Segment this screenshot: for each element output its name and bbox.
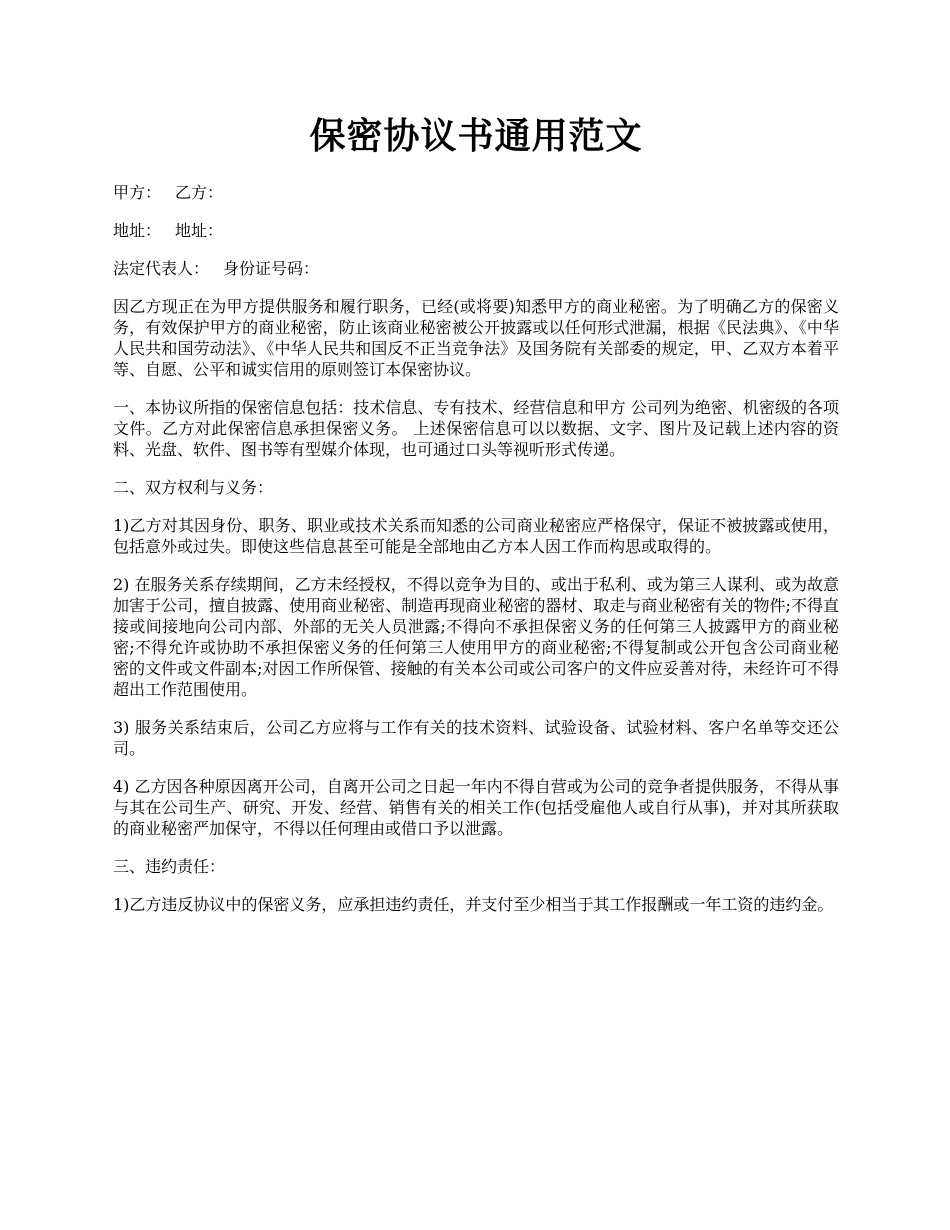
address-b-label: 地址： [175, 221, 224, 240]
party-b-label: 乙方： [175, 183, 224, 202]
document-page [113, 110, 839, 932]
representative-line [113, 258, 839, 279]
address-line [113, 220, 839, 241]
document-title: 保密协议书通用范文 [309, 115, 643, 157]
clause-2-3-paragraph: 3) 服务关系结束后，公司乙方应将与工作有关的技术资料、试验设备、试验材料、客户名单等交还公司。 [113, 718, 839, 758]
clause-2-1-paragraph: 1)乙方对其因身份、职务、职业或技术关系而知悉的公司商业秘密应严格保守，保证不被披露或使用，包括意外或过失。即使这些信息甚至可能是全部地由乙方本人因工作而构思或取得的。 [113, 516, 839, 556]
address-a-label: 地址： [113, 221, 162, 240]
party-a-label: 甲方： [113, 183, 162, 202]
clause-3-1-paragraph: 1)乙方违反协议中的保密义务，应承担违约责任，并支付至少相当于其工作报酬或一年工资的违约金。 [113, 895, 834, 914]
id-number-label: 身份证号码： [223, 259, 320, 278]
clause-2-2-paragraph: 2) 在服务关系存续期间，乙方未经授权，不得以竞争为目的、或出于私利、或为第三人谋利、或为故意加害于公司，擅自披露、使用商业秘密、制造再现商业秘密的器材、取走与商业秘密有关的物件;不得直接或间接地向公司内部、外部的无关人员泄露;不得向不承担保密义务的任何第三人披露甲方的商业秘密;不得允许或协助不承担保密义务的任何第三人使用甲方的商业秘密;不得复制或公开包含公司商业秘密的文件或文件副本;对因工作所保管、接触的有关本公司或公司客户的文件应妥善对待，未经许可不得超出工作范围使用。 [113, 575, 839, 699]
clause-2-4-paragraph: 4) 乙方因各种原因离开公司，自离开公司之日起一年内不得自营或为公司的竞争者提供服务，不得从事与其在公司生产、研究、开发、经营、销售有关的相关工作(包括受雇他人或自行从事)，并对其所获取的商业秘密严加保守，不得以任何理由或借口予以泄露。 [113, 777, 839, 838]
clause-1-paragraph: 一、本协议所指的保密信息包括：技术信息、专有技术、经营信息和甲方 公司列为绝密、机密级的各项文件。乙方对此保密信息承担保密义务。 上述保密信息可以以数据、文字、图片及记载上述内容的资料、光盘、软件、图书等有型媒介体现，也可通过口头等视听形式传递。 [113, 398, 839, 459]
legal-rep-label: 法定代表人： [113, 259, 210, 278]
section-3-heading: 三、违约责任： [113, 857, 226, 876]
section-2-heading: 二、双方权利与义务： [113, 478, 274, 497]
party-line [113, 182, 839, 203]
intro-paragraph: 因乙方现正在为甲方提供服务和履行职务，已经(或将要)知悉甲方的商业秘密。为了明确乙方的保密义务，有效保护甲方的商业秘密，防止该商业秘密被公开披露或以任何形式泄漏，根据《民法典》、《中华人民共和国劳动法》、《中华人民共和国反不正当竞争法》及国务院有关部委的规定，甲、乙双方本着平等、自愿、公平和诚实信用的原则签订本保密协议。 [113, 297, 839, 379]
